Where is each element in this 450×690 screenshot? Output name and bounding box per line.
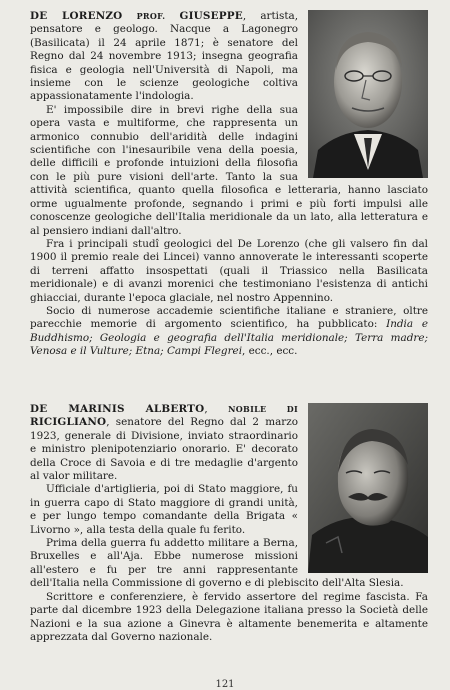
portrait-photo-de-marinis — [308, 403, 428, 573]
bio2-surname: DE MARINIS ALBERTO — [30, 403, 205, 415]
bio2-title: NOBILE DI — [228, 404, 298, 414]
portrait-de-marinis-image — [308, 403, 428, 573]
bio2-intro: , senatore del Regno dal 2 marzo 1923, generale di Divisione, inviato straordinario e ministro plenipotenziario onorario. E' decorato della Croce di Savoia e di tre medaglie d'argento al valor militare. — [30, 416, 298, 483]
bio2-paragraph-2: Ufficiale d'artiglieria, poi di Stato maggiore, fu in guerra capo di Stato maggiore di grandi unità, e per lungo tempo comandante della Brigata « Livorno », alla testa della quale fu ferito. — [30, 483, 298, 536]
bio1-surname: DE LORENZO — [30, 10, 123, 22]
bio1-paragraph-4 — [30, 305, 428, 359]
bio1-intro: , artista, pensatore e geologo. Nacque a Lagonegro (Basilicata) il 24 aprile 1871; è senatore del Regno dal 24 novembre 1913; insegna geografia fisica e geologia nell'Università di Napoli, ma insieme con le scienze geologiche coltiva appassionatamente l'indologia. — [30, 10, 298, 103]
bio1-p4-start: Socio di numerose accademie scientifiche italiane e straniere, oltre parecchie memorie di argomento scientifico, ha pubblicato: — [30, 304, 428, 331]
biography-de-lorenzo — [30, 10, 428, 359]
bio2-place: RICIGLIANO — [30, 416, 107, 429]
bio2-paragraph-3: Prima della guerra fu addetto militare a Berna, Bruxelles e all'Aja. Ebbe numerose missioni all'estero e fu per tre anni rappresentante dell'Italia nella Commissione di governo e di plebiscito dell'Alta Slesia. — [30, 537, 404, 590]
bio1-paragraph-3: Fra i principali studî geologici del De Lorenzo (che gli valsero fin dal 1900 il premio reale dei Lincei) vanno annoverate le interessanti scoperte di terreni affatto insospettati (quali il Triassico nella Basilicata meridionale) e di avanzi morenici che testimoniano l'esistenza di antichi ghiacciai, durante l'epoca glaciale, nel nostro Appennino. — [30, 237, 428, 304]
bio1-works: India e Buddhismo; Geologia e geografia dell'Italia meridionale; Terra madre; Venosa e il Vulture; Etna; Campi Flegrei — [30, 318, 428, 358]
bio1-paragraph-2: E' impossibile dire in brevi righe della sua opera vasta e multiforme, che rappresenta un armonico connubio dell'aridità delle indagini scientifiche con l'inesauribile vena della poesia, delle difficili e profonde intuizioni della filosofia con le più pure visioni dell'arte. Tanto la sua attività scientifica, quanto quella filosofica e letteraria, hanno lasciato orme ugualmente profonde, segnando i primi e più forti impulsi alle conoscenze geologiche dell'Italia meridionale da un lato, alla letteratura e al pensiero indiani dall'altro. — [30, 103, 428, 237]
portrait-photo-de-lorenzo — [308, 10, 428, 178]
bio2-paragraph-1: DE MARINIS ALBERTO, NOBILE DI RICIGLIANO, senatore del Regno dal 2 marzo 1923, generale di Divisione, inviato straordinario e ministro plenipotenziario onorario. E' decorato della Croce di Savoia e di tre medaglie d'argento al valor militare. — [30, 403, 298, 483]
bio2-paragraph-4: Scrittore e conferenziere, è fervido assertore del regime fascista. Fa parte dal dicembre 1923 della Delegazione italiana presso la Società delle Nazioni e la sua azione a Ginevra è altamente benemerita e altamente apprezzata dal Governo nazionale. — [30, 590, 428, 643]
biography-de-marinis — [30, 403, 428, 644]
bio1-p4-end: , ecc., ecc. — [242, 345, 298, 358]
portrait-de-lorenzo-image — [308, 10, 428, 178]
bio1-title: PROF. — [136, 11, 166, 21]
page-number: 121 — [215, 679, 235, 690]
bio1-firstname: GIUSEPPE — [179, 10, 243, 22]
